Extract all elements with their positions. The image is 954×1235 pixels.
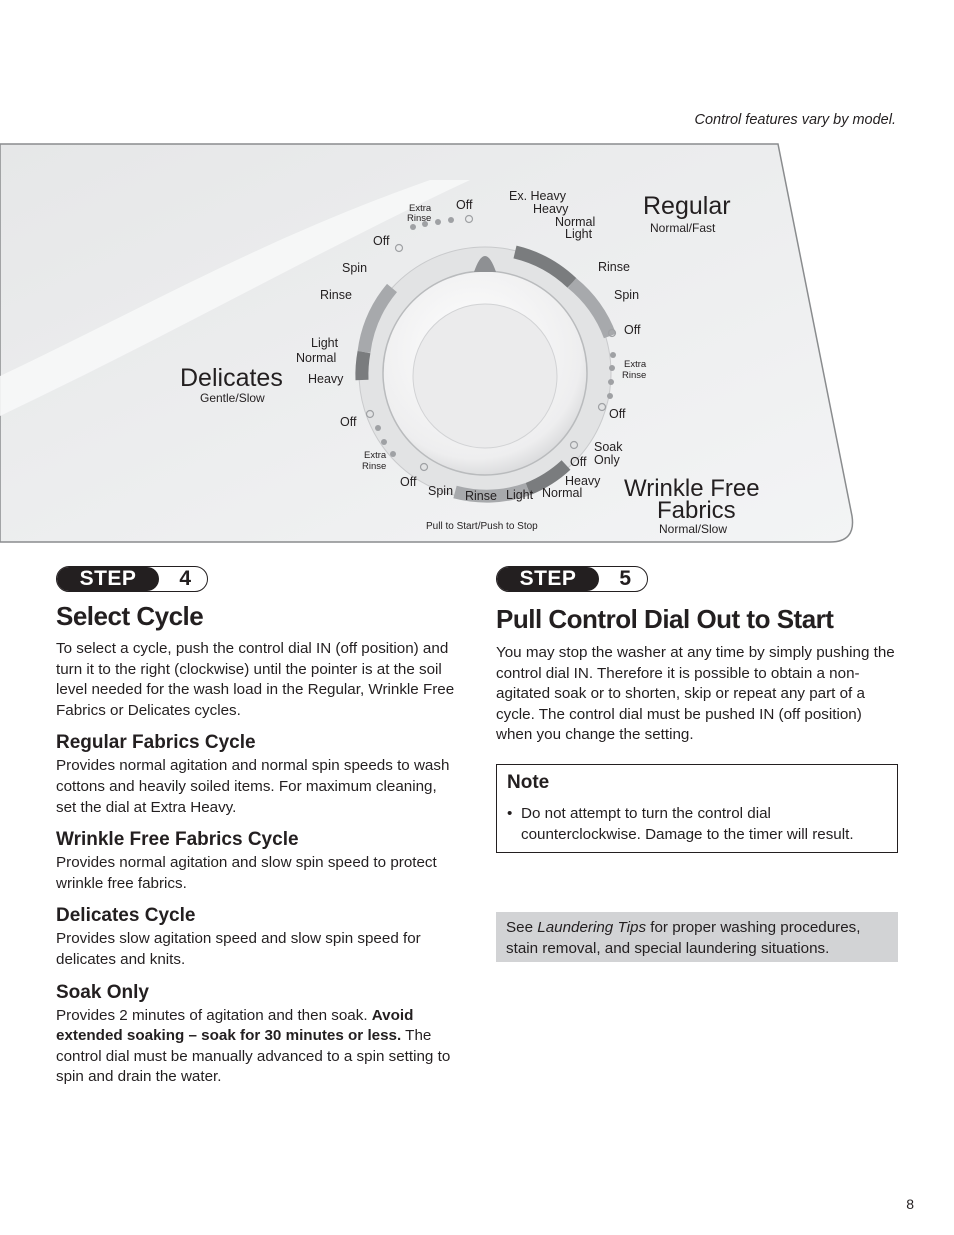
regular-title: Regular bbox=[643, 192, 731, 220]
step-4-label: STEP bbox=[57, 567, 159, 591]
regular-fabrics-text: Provides normal agitation and normal spin speeds to wash cottons and heavily soiled items. For maximum cleaning, set the dial at Extra Heavy. bbox=[56, 757, 450, 816]
regular-subtitle: Normal/Fast bbox=[650, 221, 716, 235]
dial-setting-label: Heavy bbox=[565, 474, 601, 488]
delicates-segment-dark bbox=[362, 352, 364, 380]
dial-setting-label: Off bbox=[456, 198, 473, 212]
dial-setting-label: Spin bbox=[342, 261, 368, 275]
delicates-heading: Delicates Cycle bbox=[56, 905, 196, 927]
delicates-title: Delicates bbox=[180, 364, 283, 392]
dial-setting-label: Only bbox=[594, 453, 620, 467]
dial-setting-label: Light bbox=[311, 336, 339, 350]
wrinkle-free-title-2: Fabrics bbox=[657, 497, 736, 524]
step-4-content bbox=[56, 639, 456, 1088]
select-cycle-intro: To select a cycle, push the control dial IN (off position) and turn it to the right (clockwise) until the pointer is at the soil level needed for the wash load in the Regular, Wrinkle Free Fabrics or Delicates cycles. bbox=[56, 640, 455, 719]
step-5-label: STEP bbox=[497, 567, 599, 591]
wrinkle-free-subtitle: Normal/Slow bbox=[659, 522, 728, 536]
soak-only-heading: Soak Only bbox=[56, 981, 149, 1003]
bullet-icon: • bbox=[507, 805, 513, 822]
dial-setting-label: Rinse bbox=[622, 370, 647, 381]
laundering-tips-box: See Laundering Tips for proper washing procedures, stain removal, and special laundering situations. bbox=[496, 912, 898, 962]
dial-setting-label: Off bbox=[400, 475, 417, 489]
dial-setting-label: Off bbox=[373, 234, 390, 248]
dial-setting-label: Extra bbox=[409, 203, 432, 214]
step-5-badge bbox=[496, 566, 648, 592]
note-title: Note bbox=[507, 772, 550, 793]
note-bullet bbox=[507, 804, 887, 845]
step-5-content bbox=[496, 643, 898, 746]
step-4-badge bbox=[56, 566, 208, 592]
select-cycle-heading: Select Cycle bbox=[56, 601, 204, 631]
pull-dial-heading: Pull Control Dial Out to Start bbox=[496, 604, 834, 634]
wrinkle-free-heading: Wrinkle Free Fabrics Cycle bbox=[56, 829, 299, 851]
dial-setting-label: Normal bbox=[542, 486, 583, 500]
dial-setting-label: Off bbox=[570, 455, 587, 469]
dial-setting-label: Rinse bbox=[362, 461, 387, 472]
dial-setting-label: Rinse bbox=[598, 260, 630, 274]
delicates-text: Provides slow agitation speed and slow spin speed for delicates and knits. bbox=[56, 930, 421, 968]
dial-setting-label: Soak bbox=[594, 440, 623, 454]
dial-setting-label: Light bbox=[506, 488, 534, 502]
control-dial-center bbox=[413, 304, 557, 448]
wrinkle-free-text: Provides normal agitation and slow spin speed to protect wrinkle free fabrics. bbox=[56, 854, 437, 892]
dial-setting-label: Spin bbox=[614, 288, 640, 302]
soak-warning: Avoid extended soaking – soak for 30 minutes or less. bbox=[56, 1006, 414, 1045]
dial-setting-label: Heavy bbox=[533, 202, 569, 216]
note-bullet-text: Do not attempt to turn the control dial counterclockwise. Damage to the timer will result. bbox=[521, 805, 854, 843]
step-5-number: 5 bbox=[619, 567, 631, 590]
regular-fabrics-heading: Regular Fabrics Cycle bbox=[56, 732, 256, 754]
page-number: 8 bbox=[906, 1196, 914, 1212]
dial-setting-label: Rinse bbox=[465, 489, 497, 503]
dial-setting-label: Normal bbox=[296, 351, 337, 365]
dial-setting-label: Off bbox=[624, 323, 641, 337]
note-box bbox=[496, 764, 898, 853]
dial-setting-label: Ex. Heavy bbox=[509, 189, 566, 203]
dial-setting-label: Extra bbox=[364, 450, 387, 461]
dial-setting-label: Off bbox=[340, 415, 357, 429]
dial-setting-label: Off bbox=[609, 407, 626, 421]
control-panel-illustration bbox=[0, 140, 870, 550]
step-4-number: 4 bbox=[179, 567, 191, 590]
dial-setting-label: Normal bbox=[555, 215, 596, 229]
dial-setting-label: Rinse bbox=[320, 288, 352, 302]
delicates-subtitle: Gentle/Slow bbox=[200, 391, 265, 405]
dial-setting-label: Rinse bbox=[407, 213, 432, 224]
dial-setting-label: Spin bbox=[428, 484, 454, 498]
dial-setting-label: Extra bbox=[624, 359, 647, 370]
model-variation-note: Control features vary by model. bbox=[694, 112, 896, 128]
pull-dial-text: You may stop the washer at any time by simply pushing the control dial IN. Therefore it is possible to obtain a non-agitated soak or to shorten, skip or repeat any part of a cycle. The control dial must be pushed IN (off position) when you change the setting. bbox=[496, 644, 895, 744]
wrinkle-free-title-1: Wrinkle Free bbox=[624, 475, 760, 502]
dial-setting-label: Light bbox=[565, 227, 593, 241]
dial-instruction: Pull to Start/Push to Stop bbox=[426, 521, 538, 532]
laundering-tips-reference: Laundering Tips bbox=[537, 919, 647, 936]
dial-setting-label: Heavy bbox=[308, 372, 344, 386]
soak-only-text: Provides 2 minutes of agitation and then soak. Avoid extended soaking – soak for 30 minutes or less. The control dial must be manually advanced to a spin setting to spin and drain the water. bbox=[56, 1006, 451, 1086]
